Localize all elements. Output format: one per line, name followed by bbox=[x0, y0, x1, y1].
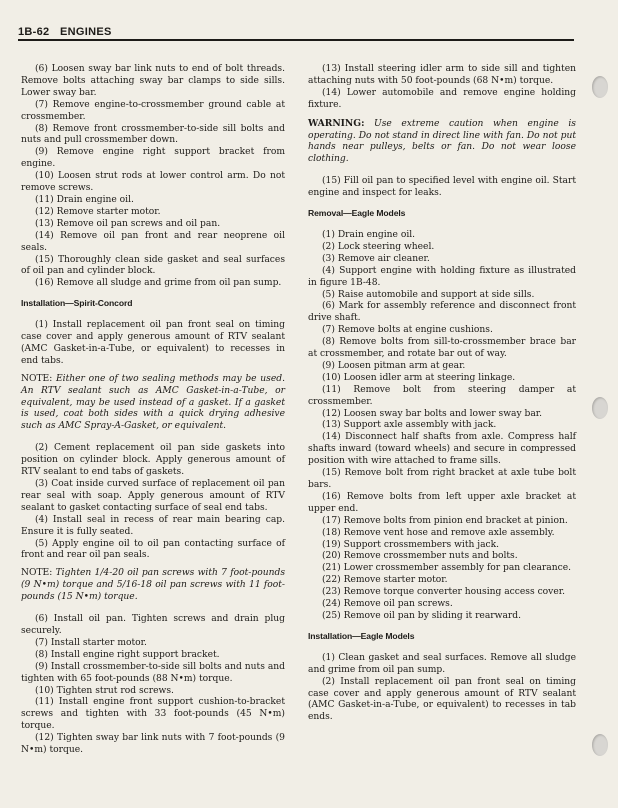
removal-step: (8) Remove bolts from sill-to-crossmember brace bar at crossmember, and rotate bar out of way. bbox=[308, 337, 576, 360]
installation-heading-spirit-concord: Installation—Spirit-Concord bbox=[21, 298, 133, 309]
removal-step: (8) Remove front crossmember-to-side sill bolts and nuts and pull crossmember down. bbox=[21, 123, 285, 146]
page-number: 1B-62 bbox=[18, 26, 50, 38]
section-title: ENGINES bbox=[60, 26, 112, 38]
install-step: (9) Install crossmember-to-side sill bolts and nuts and tighten with 65 foot-pounds (88 N•m) torque. bbox=[21, 661, 285, 684]
install-step: (2) Cement replacement oil pan side gaskets into position on cylinder block. Apply generous amount of RTV sealant to end tabs of gaskets. bbox=[21, 443, 285, 478]
removal-step: (6) Loosen sway bar link nuts to end of bolt threads. Remove bolts attaching sway bar clamps to side sills. Lower sway bar. bbox=[21, 64, 285, 98]
removal-step: (14) Disconnect half shafts from axle. Compress half shafts inward (toward wheels) and secure in compressed position with wire attached to frame sills. bbox=[308, 432, 576, 467]
removal-step: (7) Remove bolts at engine cushions. bbox=[322, 325, 493, 336]
removal-step: (5) Raise automobile and support at side sills. bbox=[322, 289, 535, 300]
removal-step: (10) Loosen idler arm at steering linkage. bbox=[322, 372, 516, 383]
removal-step: (11) Remove bolt from steering damper at crossmember. bbox=[308, 384, 576, 407]
page-header bbox=[18, 26, 574, 42]
removal-step: (12) Loosen sway bar bolts and lower sway bar. bbox=[322, 408, 543, 419]
removal-step: (15) Thoroughly clean side gasket and seal surfaces of oil pan and cylinder block. bbox=[21, 254, 285, 277]
binder-hole bbox=[592, 734, 608, 756]
note-label: NOTE: bbox=[21, 373, 53, 384]
removal-step: (16) Remove all sludge and grime from oil pan sump. bbox=[35, 278, 282, 289]
binder-hole bbox=[592, 397, 608, 419]
note-sealing-methods bbox=[21, 374, 285, 434]
header-rule bbox=[18, 39, 574, 41]
removal-step: (14) Remove oil pan front and rear neoprene oil seals. bbox=[21, 230, 285, 253]
install-step: (1) Install replacement oil pan front seal on timing case cover and apply generous amount of RTV sealant (AMC Gasket-in-a-Tube, or equivalent) to recesses in end tabs. bbox=[21, 320, 285, 366]
removal-step: (23) Remove torque converter housing access cover. bbox=[322, 587, 565, 598]
removal-step: (13) Support axle assembly with jack. bbox=[322, 420, 497, 431]
removal-step: (20) Remove crossmember nuts and bolts. bbox=[322, 551, 518, 562]
removal-step: (9) Remove engine right support bracket from engine. bbox=[21, 147, 285, 170]
installation-heading-eagle: Installation—Eagle Models bbox=[308, 630, 415, 641]
removal-step: (24) Remove oil pan screws. bbox=[322, 599, 453, 610]
binder-hole bbox=[592, 76, 608, 98]
removal-step: (25) Remove oil pan by sliding it rearward. bbox=[322, 610, 521, 621]
install-step: (7) Install starter motor. bbox=[35, 637, 147, 648]
note-body: Either one of two sealing methods may be used. An RTV sealant such as AMC Gasket-in-a-Tube, or equivalent, may be used instead of a gasket. If a gasket is used, coat both sides with a quick drying adhesive such as AMC Spray-A-Gasket, or equivalent. bbox=[21, 373, 285, 432]
warning-body: Use extreme caution when engine is operating. Do not stand in direct line with fan. Do not put hands near pulleys, belts or fan. Do not wear loose clothing. bbox=[308, 118, 576, 165]
removal-step: (9) Loosen pitman arm at gear. bbox=[322, 360, 466, 371]
install-step: (2) Install replacement oil pan front seal on timing case cover and apply generous amount of RTV sealant (AMC Gasket-in-a-Tube, or equivalent) to recesses in tab ends. bbox=[308, 676, 576, 723]
install-step: (1) Clean gasket and seal surfaces. Remove all sludge and grime from oil pan sump. bbox=[308, 652, 576, 675]
warning-block bbox=[308, 118, 576, 167]
install-step: (5) Apply engine oil to oil pan contacting surface of front and rear oil pan seals. bbox=[21, 538, 285, 561]
install-step: (11) Install engine front support cushion-to-bracket screws and tighten with 33 foot-pounds (45 N•m) torque. bbox=[21, 697, 285, 732]
removal-step: (11) Drain engine oil. bbox=[35, 194, 134, 205]
removal-step: (22) Remove starter motor. bbox=[322, 575, 448, 586]
removal-step: (21) Lower crossmember assembly for pan clearance. bbox=[322, 563, 572, 574]
install-step: (15) Fill oil pan to specified level with engine oil. Start engine and inspect for leaks. bbox=[308, 176, 576, 199]
install-step: (3) Coat inside curved surface of replacement oil pan rear seal with soap. Apply generous amount of RTV sealant to gasket contacting surface of seal end tabs. bbox=[21, 479, 285, 513]
install-step: (4) Install seal in recess of rear main bearing cap. Ensure it is fully seated. bbox=[21, 514, 285, 537]
install-step: (14) Lower automobile and remove engine holding fixture. bbox=[308, 87, 576, 110]
install-step: (10) Tighten strut rod screws. bbox=[35, 685, 174, 696]
removal-step: (1) Drain engine oil. bbox=[322, 229, 416, 240]
removal-step: (7) Remove engine-to-crossmember ground cable at crossmember. bbox=[21, 99, 285, 122]
removal-step: (2) Lock steering wheel. bbox=[322, 241, 435, 252]
install-step: (13) Install steering idler arm to side sill and tighten attaching nuts with 50 foot-pounds (68 N•m) torque. bbox=[308, 64, 576, 86]
removal-step: (4) Support engine with holding fixture as illustrated in figure 1B-48. bbox=[308, 265, 576, 288]
note-torque bbox=[21, 568, 285, 604]
install-step: (12) Tighten sway bar link nuts with 7 foot-pounds (9 N•m) torque. bbox=[21, 733, 285, 756]
removal-step: (18) Remove vent hose and remove axle assembly. bbox=[322, 527, 555, 538]
removal-step: (13) Remove oil pan screws and oil pan. bbox=[35, 218, 221, 229]
removal-step: (16) Remove bolts from left upper axle bracket at upper end. bbox=[308, 491, 576, 514]
note-body: Tighten 1/4-20 oil pan screws with 7 foot-pounds (9 N•m) torque and 5/16-18 oil pan screws with 11 foot-pounds (15 N•m) torque. bbox=[21, 568, 285, 603]
removal-step: (15) Remove bolt from right bracket at axle tube bolt bars. bbox=[308, 468, 576, 490]
removal-step: (3) Remove air cleaner. bbox=[322, 253, 430, 264]
install-step: (6) Install oil pan. Tighten screws and drain plug securely. bbox=[21, 614, 285, 636]
removal-step: (12) Remove starter motor. bbox=[35, 206, 161, 217]
note-label: NOTE: bbox=[21, 568, 53, 579]
removal-step: (19) Support crossmembers with jack. bbox=[322, 539, 500, 550]
removal-step: (6) Mark for assembly reference and disconnect front drive shaft. bbox=[308, 301, 576, 324]
right-column bbox=[308, 64, 576, 724]
install-step: (8) Install engine right support bracket. bbox=[35, 649, 220, 660]
warning-label: WARNING: bbox=[308, 117, 365, 129]
removal-step: (17) Remove bolts from pinion end bracket at pinion. bbox=[322, 515, 568, 526]
removal-step: (10) Loosen strut rods at lower control arm. Do not remove screws. bbox=[21, 171, 285, 194]
removal-heading-eagle: Removal—Eagle Models bbox=[308, 208, 406, 219]
left-column bbox=[21, 64, 285, 757]
